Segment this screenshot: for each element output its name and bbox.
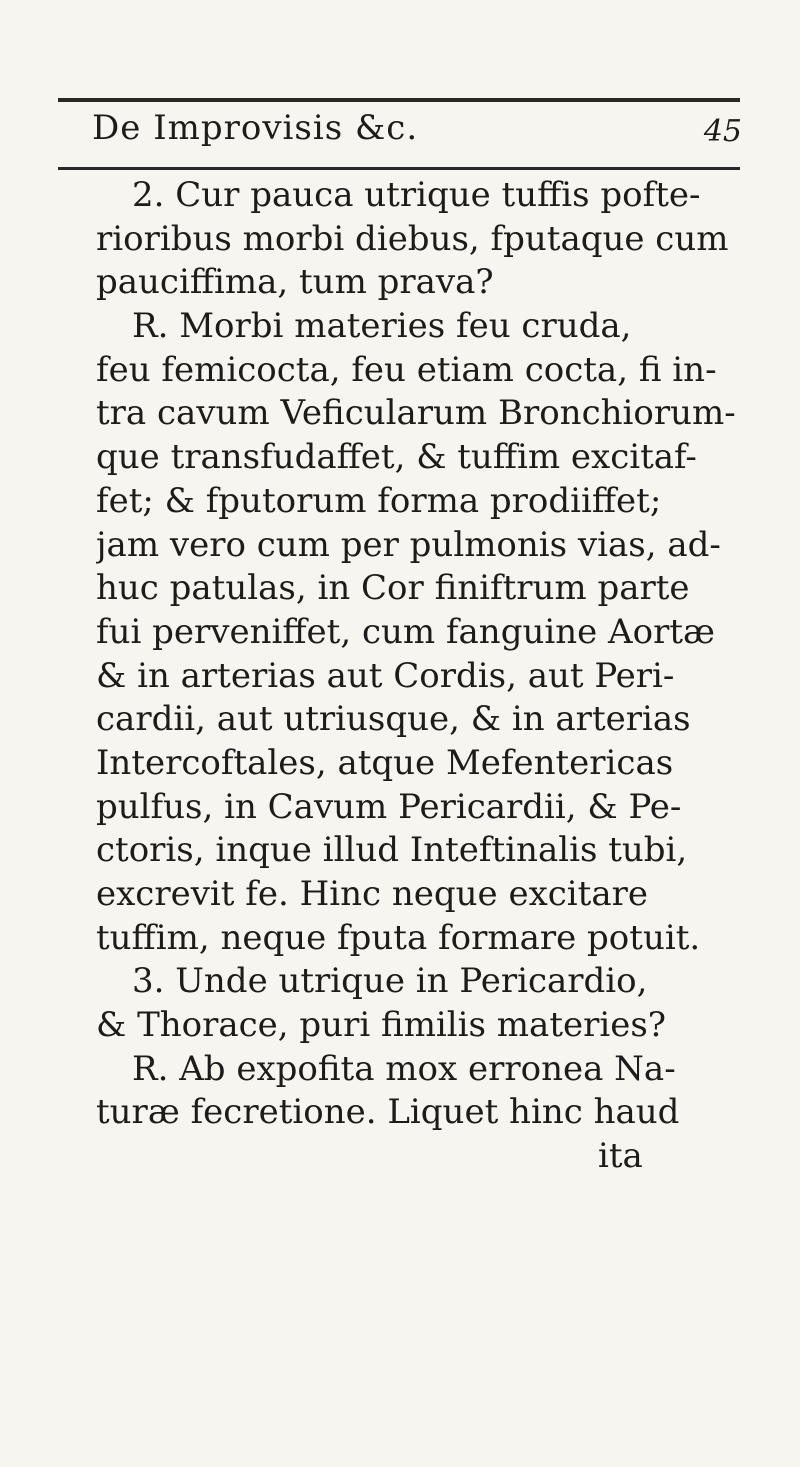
text-line: R. Ab expofita mox erronea Na-: [132, 1048, 676, 1089]
text-line: 3. Unde utrique in Pericardio,: [132, 961, 648, 1002]
text-line: fet; & fputorum forma prodiiffet;: [96, 480, 662, 521]
text-line: ctoris, inque illud Inteftinalis tubi,: [96, 830, 688, 871]
text-line: cardii, aut utriusque, & in arterias: [96, 699, 691, 740]
page-number: 45: [703, 114, 742, 149]
running-title: De Improvisis &c.: [92, 108, 419, 148]
body-text: [96, 174, 746, 1179]
text-line: jam vero cum per pulmonis vias, ad-: [96, 524, 721, 565]
text-line: fui perveniffet, cum fanguine Aortæ: [96, 611, 715, 652]
text-line: tuffim, neque fputa formare potuit.: [96, 917, 701, 958]
top-rule: [58, 98, 740, 102]
text-line: excrevit fe. Hinc neque excitare: [96, 874, 648, 914]
text-line: Intercoftales, atque Mefentericas: [96, 742, 674, 783]
text-line: rioribus morbi diebus, fputaque cum: [96, 218, 729, 259]
text-line: turæ fecretione. Liquet hinc haud: [96, 1092, 680, 1133]
header-rule: [58, 167, 740, 170]
text-line: & in arterias aut Cordis, aut Peri-: [96, 655, 675, 696]
page-header: [92, 108, 742, 158]
text-line: ita: [598, 1136, 643, 1177]
text-line: 2. Cur pauca utrique tuffis pofte-: [132, 175, 701, 215]
text-line: tra cavum Veficularum Bronchiorum-: [96, 393, 736, 434]
text-line: huc patulas, in Cor finiftrum parte: [96, 568, 690, 609]
text-line: feu femicocta, feu etiam cocta, fi in-: [96, 349, 717, 390]
text-line: pulfus, in Cavum Pericardii, & Pe-: [96, 786, 682, 827]
text-line: que transfudaffet, & tuffim excitaf-: [96, 437, 697, 478]
text-line: pauciffima, tum prava?: [96, 262, 494, 303]
text-line: R. Morbi materies feu cruda,: [132, 306, 632, 347]
text-line: & Thorace, puri fimilis materies?: [96, 1005, 667, 1046]
